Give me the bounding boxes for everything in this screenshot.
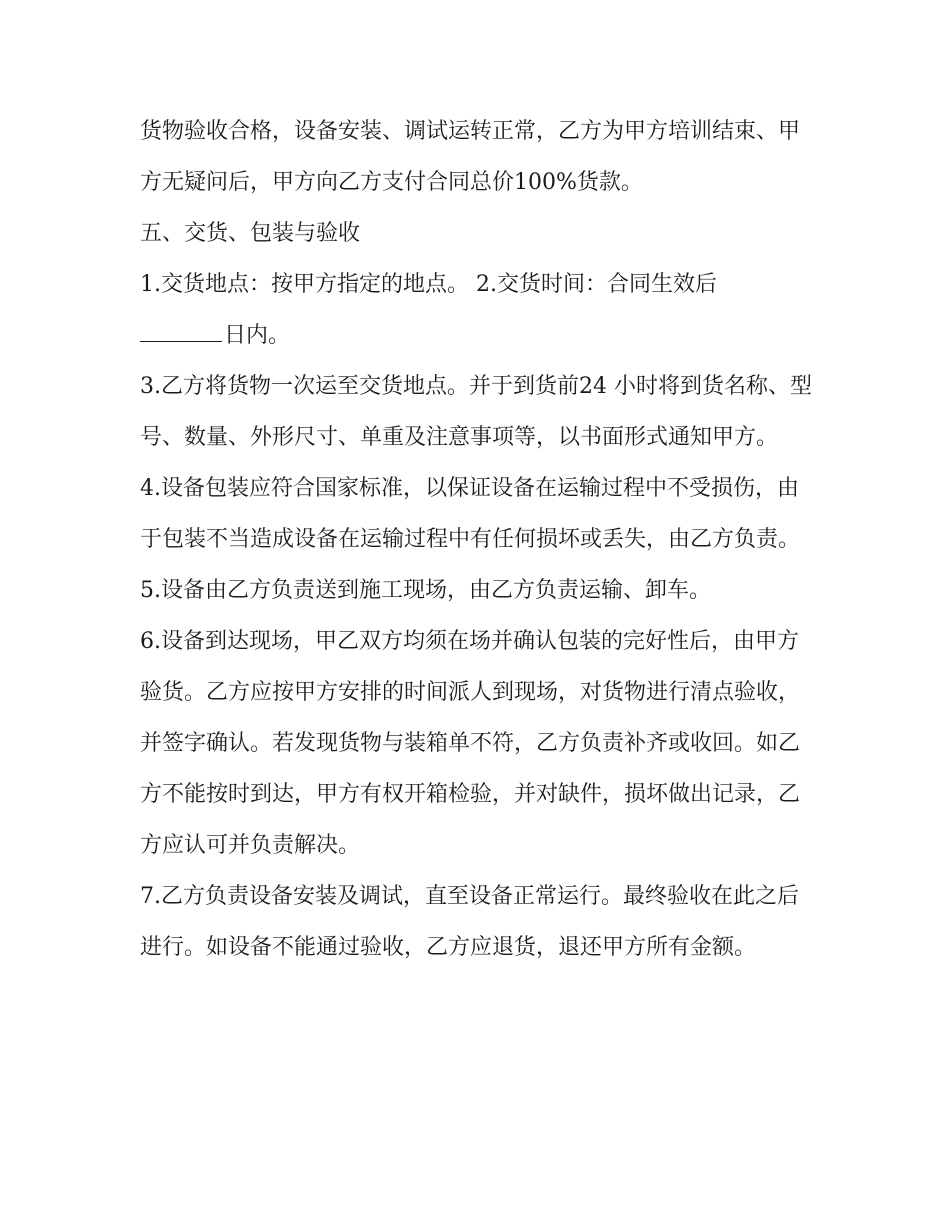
payment-terms-paragraph: 货物验收合格，设备安装、调试运转正常，乙方为甲方培训结束、甲方无疑问后，甲方向乙方支付合同总价100%货款。 [140, 119, 801, 195]
clause-5-transport: 5.设备由乙方负责送到施工现场，由乙方负责运输、卸车。 [140, 578, 711, 603]
delivery-days-line [140, 310, 820, 361]
clause-1-2-delivery-place-time: 1.交货地点：按甲方指定的地点。 2.交货时间：合同生效后 [140, 272, 717, 297]
clause-6-inspection: 6.设备到达现场，甲乙双方均须在场并确认包装的完好性后，由甲方验货。乙方应按甲方安排的时间派人到现场，对货物进行清点验收，并签字确认。若发现货物与装箱单不符，乙方负责补齐或收回。如乙方不能按时到达，甲方有权开箱检验，并对缺件，损坏做出记录，乙方应认可并负责解决。 [140, 629, 801, 858]
delivery-days-text: 日内。 [224, 323, 291, 348]
clause-3-shipment-notice: 3.乙方将货物一次运至交货地点。并于到货前24 小时将到货名称、型号、数量、外形尺寸、单重及注意事项等，以书面形式通知甲方。 [140, 374, 812, 450]
section-heading-delivery: 五、交货、包装与验收 [140, 221, 361, 246]
clause-7-installation-acceptance: 7.乙方负责设备安装及调试，直至设备正常运行。最终验收在此之后进行。如设备不能通过验收，乙方应退货，退还甲方所有金额。 [140, 884, 799, 960]
fill-in-blank [140, 311, 222, 342]
clause-4-packaging: 4.设备包装应符合国家标准，以保证设备在运输过程中不受损伤，由于包装不当造成设备在运输过程中有任何损坏或丢失，由乙方负责。 [140, 476, 801, 552]
document-body [140, 106, 820, 973]
